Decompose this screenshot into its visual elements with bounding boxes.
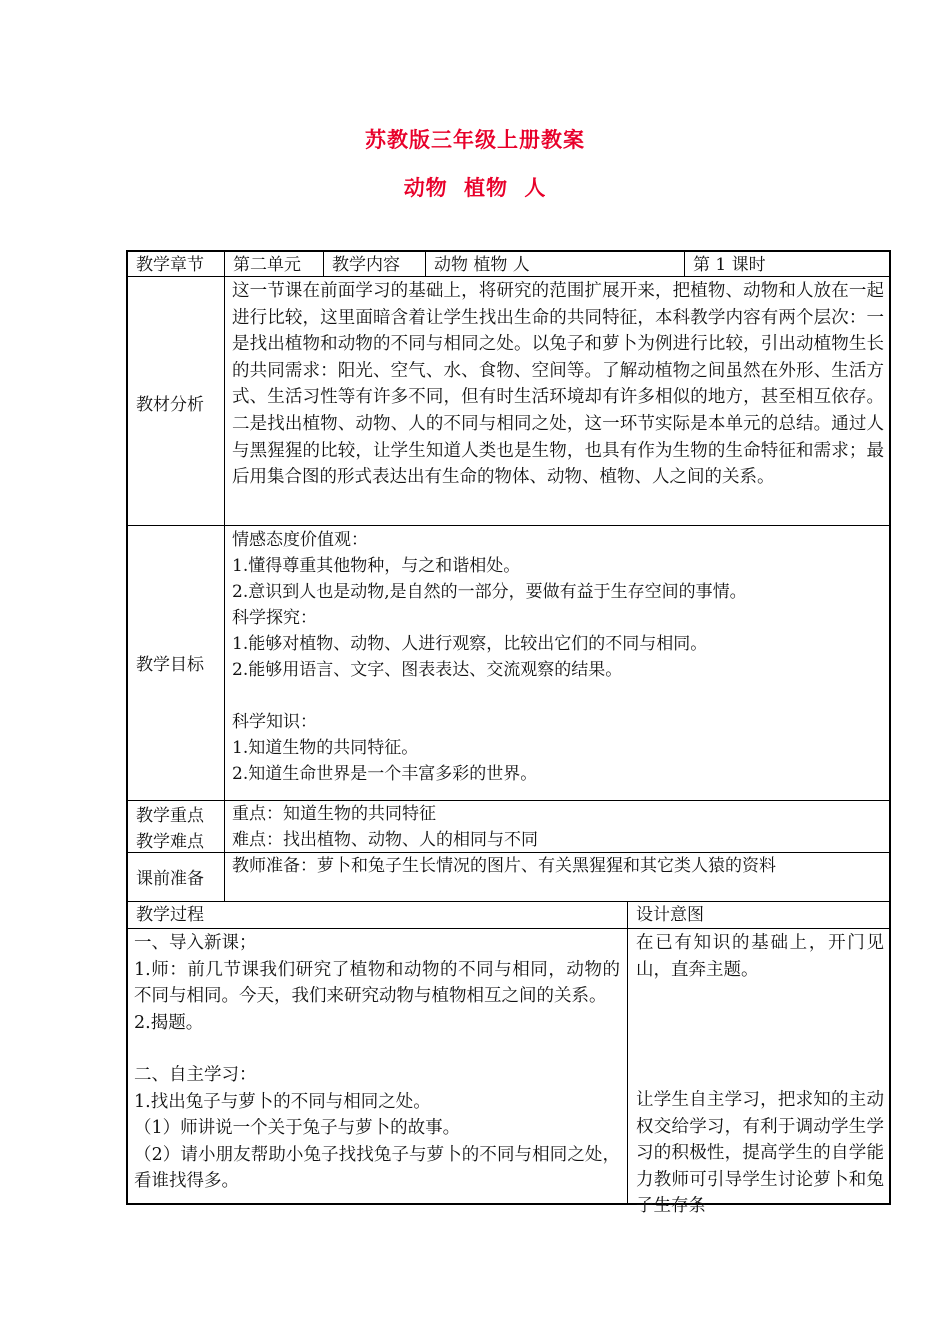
analysis-text: 这一节课在前面学习的基础上，将研究的范围扩展开来，把植物、动物和人放在一起进行比较，这里面暗含着让学生找出生命的共同特征，本科教学内容有两个层次：一是找出植物和动物的不同与相同之处。以兔子和萝卜为例进行比较，引出动植物生长的共同需求：阳光、空气、水、食物、空间等。了解动植物之间虽然在外形、生活方式、生活习性等有许多不同，但有时生活环境却有许多相似的地方，甚至相互依存。二是找出植物、动物、人的不同与相同之处，这一环节实际是本单元的总结。通过人与黑猩猩的比较，让学生知道人类也是生物，也具有作为生物的生命特征和需求；最后用集合图的形式表达出有生命的物体、动物、植物、人之间的关系。 bbox=[232, 281, 884, 488]
intent-line: 在已有知识的基础上，开门见山，直奔主题。 bbox=[636, 933, 884, 980]
goal-line: 2.意识到人也是动物,是自然的一部分，要做有益于生存空间的事情。 bbox=[232, 582, 747, 602]
intent-line bbox=[636, 1035, 884, 1061]
document-title: 苏教版三年级上册教案 bbox=[365, 127, 585, 152]
prep-text: 教师准备：萝卜和兔子生长情况的图片、有关黑猩猩和其它类人猿的资料 bbox=[232, 856, 776, 876]
goal-line: 2.知道生命世界是一个丰富多彩的世界。 bbox=[232, 764, 538, 784]
process-line: （1）师讲说一个关于兔子与萝卜的故事。 bbox=[134, 1118, 461, 1138]
goal-line: 1.知道生物的共同特征。 bbox=[232, 738, 419, 758]
chapter-label: 教学章节 bbox=[136, 255, 204, 275]
prep-label: 课前准备 bbox=[136, 869, 204, 889]
goal-line bbox=[232, 683, 884, 709]
goal-line: 1.能够对植物、动物、人进行观察，比较出它们的不同与相同。 bbox=[232, 634, 708, 654]
process-line: 一、导入新课； bbox=[134, 933, 257, 953]
row-divider bbox=[126, 928, 891, 929]
key-point: 重点：知道生物的共同特征 bbox=[232, 804, 436, 824]
process-line: 二、自主学习： bbox=[134, 1065, 257, 1085]
col-divider bbox=[627, 901, 628, 1204]
lesson-number: 第 1 课时 bbox=[693, 255, 766, 275]
document-subtitle bbox=[0, 172, 950, 202]
process-content bbox=[134, 930, 620, 1195]
difficult-label: 教学难点 bbox=[136, 832, 204, 852]
intent-line bbox=[636, 983, 884, 1009]
process-line bbox=[134, 1036, 620, 1062]
process-header: 教学过程 bbox=[136, 905, 204, 925]
goal-line: 2.能够用语言、文字、图表表达、交流观察的结果。 bbox=[232, 660, 623, 680]
keypoint-values bbox=[232, 801, 884, 853]
process-line: （2）请小朋友帮助小兔子找找兔子与萝卜的不同与相同之处，看谁找得多。 bbox=[134, 1144, 620, 1191]
goal-line: 情感态度价值观： bbox=[232, 530, 368, 550]
process-line: 1.找出兔子与萝卜的不同与相同之处。 bbox=[134, 1091, 431, 1112]
goal-line: 科学探究： bbox=[232, 608, 317, 628]
intent-line: 让学生自主学习，把求知的主动权交给学习，有利于调动学生学习的积极性，提高学生的自学能力教师可引导学生讨论萝卜和兔子生存条 bbox=[636, 1090, 884, 1216]
subtitle-part: 动物 bbox=[403, 175, 448, 200]
goals-label: 教学目标 bbox=[136, 655, 204, 675]
analysis-label: 教材分析 bbox=[136, 395, 204, 415]
intent-line bbox=[636, 1061, 884, 1087]
row-divider bbox=[126, 525, 891, 526]
difficult-point: 难点：找出植物、动物、人的相同与不同 bbox=[232, 830, 538, 850]
process-line: 2.揭题。 bbox=[134, 1012, 204, 1033]
content-label: 教学内容 bbox=[332, 255, 400, 275]
subtitle-part: 植物 bbox=[464, 175, 508, 200]
border-right bbox=[889, 250, 891, 1205]
subtitle-part: 人 bbox=[524, 175, 547, 200]
goal-line: 科学知识： bbox=[232, 712, 317, 732]
intent-header: 设计意图 bbox=[636, 905, 704, 925]
goal-line: 1.懂得尊重其他物种，与之和谐相处。 bbox=[232, 556, 521, 576]
chapter-value: 第二单元 bbox=[233, 255, 301, 275]
intent-content bbox=[636, 930, 884, 1220]
keypoint-labels bbox=[128, 801, 224, 857]
process-line: 1.师：前几节课我们研究了植物和动物的不同与相同，动物的不同与相同。今天，我们来研究动物与植物相互之间的关系。 bbox=[134, 959, 620, 1006]
key-label: 教学重点 bbox=[136, 806, 204, 826]
content-value: 动物 植物 人 bbox=[434, 255, 530, 275]
intent-line bbox=[636, 1009, 884, 1035]
col-divider bbox=[224, 250, 225, 902]
goals-list bbox=[232, 527, 884, 787]
